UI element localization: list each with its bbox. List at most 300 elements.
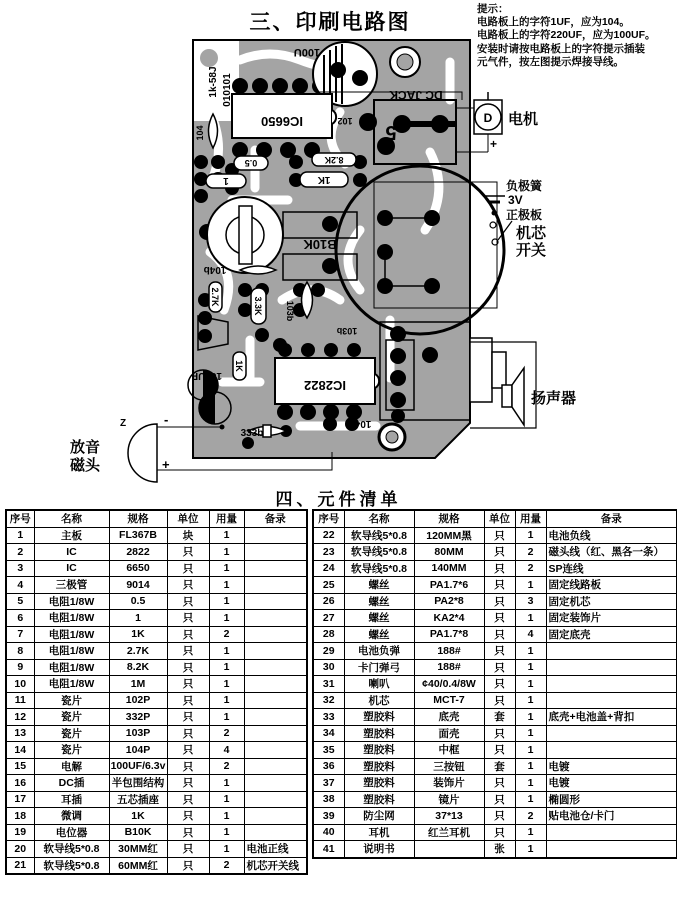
table-cell: 贴电池仓/卡门 — [546, 808, 677, 825]
table-cell: 1 — [515, 527, 546, 544]
table-cell: 10 — [6, 676, 34, 693]
table-cell: 套 — [484, 709, 515, 726]
table-cell: 140MM — [414, 560, 484, 577]
table-cell: 37 — [313, 775, 344, 792]
table-cell: 1 — [209, 610, 244, 627]
head-minus: - — [164, 412, 169, 427]
col-header-0: 序号 — [6, 510, 34, 527]
table-cell: SP连线 — [546, 560, 677, 577]
label-r1k: 1K — [317, 174, 331, 185]
table-cell: 188# — [414, 659, 484, 676]
table-cell: 30MM红 — [109, 841, 167, 858]
col-header-4: 用量 — [515, 510, 546, 527]
table-row — [6, 643, 307, 660]
table-cell: 1 — [515, 725, 546, 742]
table-row — [313, 610, 677, 627]
table-row — [6, 544, 307, 561]
table-cell: 只 — [484, 659, 515, 676]
table-cell: 2 — [515, 560, 546, 577]
table-cell: 只 — [167, 610, 209, 627]
table-cell: 15 — [6, 758, 34, 775]
table-cell: 1 — [515, 742, 546, 759]
table-cell: 只 — [484, 527, 515, 544]
label-r27k: 2.7K — [210, 287, 220, 307]
label-cap100u: 100U — [293, 46, 321, 58]
table-cell: 1 — [209, 709, 244, 726]
table-cell: 只 — [484, 725, 515, 742]
table-cell: 张 — [484, 841, 515, 858]
table-cell: 0.5 — [109, 593, 167, 610]
table-cell: 中框 — [414, 742, 484, 759]
table-cell: 1 — [209, 560, 244, 577]
head-label-2: 磁头 — [70, 457, 101, 474]
table-row — [313, 643, 677, 660]
table-cell: 29 — [313, 643, 344, 660]
table-cell: 喇叭 — [344, 676, 414, 693]
table-cell — [414, 841, 484, 858]
table-row — [313, 692, 677, 709]
table-cell: PA1.7*8 — [414, 626, 484, 643]
table-row — [313, 593, 677, 610]
table-cell: 19 — [6, 824, 34, 841]
table-row — [313, 725, 677, 742]
table-row — [6, 676, 307, 693]
table-cell: 1 — [209, 808, 244, 825]
table-cell: 1 — [515, 577, 546, 594]
table-cell: 3 — [6, 560, 34, 577]
table-cell: 只 — [167, 593, 209, 610]
table-cell: 4 — [209, 742, 244, 759]
table-cell: 塑胶料 — [344, 791, 414, 808]
table-cell: 102P — [109, 692, 167, 709]
table-header-row — [313, 510, 677, 527]
table-cell: 22 — [313, 527, 344, 544]
table-cell: 只 — [167, 758, 209, 775]
table-cell: 瓷片 — [34, 709, 109, 726]
head-plus: + — [162, 457, 170, 472]
table-cell — [244, 577, 307, 594]
label-c103b: 103b — [336, 326, 358, 336]
col-header-2: 规格 — [414, 510, 484, 527]
table-cell: 36 — [313, 758, 344, 775]
table-cell: 电阻1/8W — [34, 593, 109, 610]
table-cell: 6 — [6, 610, 34, 627]
motor-label: 电机 — [508, 111, 539, 128]
table-cell: 瓷片 — [34, 692, 109, 709]
table-cell: 2 — [515, 544, 546, 561]
table-cell: 套 — [484, 758, 515, 775]
table-cell: 1 — [209, 791, 244, 808]
hint-notes — [477, 3, 675, 69]
table-cell: 103P — [109, 725, 167, 742]
table-cell: 只 — [484, 643, 515, 660]
table-cell: 1 — [515, 709, 546, 726]
table-cell: 只 — [484, 808, 515, 825]
table-cell: 只 — [167, 841, 209, 858]
table-row — [6, 725, 307, 742]
table-cell: 块 — [167, 527, 209, 544]
table-cell: 只 — [167, 544, 209, 561]
table-row — [6, 791, 307, 808]
label-t333b: 333b — [240, 428, 264, 439]
table-cell: 28 — [313, 626, 344, 643]
table-cell: 2 — [209, 725, 244, 742]
col-header-3: 单位 — [167, 510, 209, 527]
table-cell — [244, 808, 307, 825]
col-header-1: 名称 — [344, 510, 414, 527]
table-cell: 机芯 — [344, 692, 414, 709]
table-cell: 只 — [167, 808, 209, 825]
table-cell: 332P — [109, 709, 167, 726]
table-row — [6, 610, 307, 627]
table-cell: 螺丝 — [344, 610, 414, 627]
table-cell: 38 — [313, 791, 344, 808]
table-cell: 只 — [484, 742, 515, 759]
table-cell: 耳机 — [344, 824, 414, 841]
table-row — [313, 544, 677, 561]
table-cell — [546, 643, 677, 660]
table-cell: 1 — [209, 544, 244, 561]
table-row — [6, 626, 307, 643]
table-cell: 100UF/6.3v — [109, 758, 167, 775]
table-cell: 只 — [167, 676, 209, 693]
table-cell: 2 — [209, 758, 244, 775]
table-cell — [546, 692, 677, 709]
table-cell: 1 — [209, 775, 244, 792]
table-cell: 只 — [484, 593, 515, 610]
col-header-5: 备录 — [244, 510, 307, 527]
table-cell: 只 — [484, 676, 515, 693]
table-row — [6, 709, 307, 726]
table-cell — [244, 758, 307, 775]
table-cell — [546, 659, 677, 676]
table-cell: 电阻1/8W — [34, 643, 109, 660]
table-cell: 1 — [209, 676, 244, 693]
head-label-1: 放音 — [70, 439, 101, 456]
table-cell: 三极管 — [34, 577, 109, 594]
table-cell: 11 — [6, 692, 34, 709]
table-cell — [244, 544, 307, 561]
table-cell: ¢40/0.4/8W — [414, 676, 484, 693]
table-cell: 电池正线 — [244, 841, 307, 858]
table-cell — [244, 725, 307, 742]
table-cell: 2 — [515, 808, 546, 825]
table-cell: 椭圆形 — [546, 791, 677, 808]
table-cell: PA1.7*6 — [414, 577, 484, 594]
label-r05: 0.5 — [244, 158, 258, 168]
label-c104b-bottom: 104b — [348, 418, 372, 429]
table-row — [313, 626, 677, 643]
table-cell: 只 — [167, 725, 209, 742]
table-cell: DC插 — [34, 775, 109, 792]
table-cell: 12 — [6, 709, 34, 726]
table-cell: 1 — [515, 676, 546, 693]
table-cell — [244, 643, 307, 660]
table-cell: 装饰片 — [414, 775, 484, 792]
table-cell: 只 — [484, 824, 515, 841]
table-cell: 1M — [109, 676, 167, 693]
table-cell: 13 — [6, 725, 34, 742]
label-board-code2: 010101 — [222, 73, 233, 107]
table-row — [313, 742, 677, 759]
table-row — [6, 808, 307, 825]
table-cell — [546, 824, 677, 841]
table-cell: B10K — [109, 824, 167, 841]
table-cell: 耳插 — [34, 791, 109, 808]
label-pot: B10K — [303, 237, 337, 252]
table-cell: 镜片 — [414, 791, 484, 808]
table-cell: 螺丝 — [344, 593, 414, 610]
table-cell: 23 — [313, 544, 344, 561]
col-header-5: 备录 — [546, 510, 677, 527]
table-cell: 1 — [515, 692, 546, 709]
table-cell: 电镀 — [546, 758, 677, 775]
table-row — [313, 676, 677, 693]
table-row — [313, 560, 677, 577]
label-c103b-v: 103b — [285, 300, 295, 322]
hole-pad-center — [397, 54, 413, 70]
table-cell: 塑胶料 — [344, 709, 414, 726]
table-cell: 只 — [484, 544, 515, 561]
section4-title: 四、元件清单 — [275, 490, 402, 509]
table-cell — [546, 725, 677, 742]
table-cell: 只 — [167, 626, 209, 643]
table-cell: 主板 — [34, 527, 109, 544]
col-header-2: 规格 — [109, 510, 167, 527]
table-cell: 软导线5*0.8 — [34, 841, 109, 858]
table-cell: 半包围结构 — [109, 775, 167, 792]
volt-label: 3V — [508, 193, 523, 207]
table-row — [313, 659, 677, 676]
table-cell: 104P — [109, 742, 167, 759]
table-cell: 电解 — [34, 758, 109, 775]
table-cell — [244, 709, 307, 726]
table-cell: 1 — [209, 692, 244, 709]
table-cell: 39 — [313, 808, 344, 825]
table-cell: 微调 — [34, 808, 109, 825]
table-cell: 2 — [209, 626, 244, 643]
table-cell: 120MM黑 — [414, 527, 484, 544]
table-cell: MCT-7 — [414, 692, 484, 709]
table-row — [6, 841, 307, 858]
table-header-row — [6, 510, 307, 527]
table-cell: 18 — [6, 808, 34, 825]
table-row — [6, 593, 307, 610]
table-cell — [546, 676, 677, 693]
table-cell: 瓷片 — [34, 742, 109, 759]
head-z: Z — [120, 418, 127, 429]
table-cell: 软导线5*0.8 — [344, 527, 414, 544]
table-cell: 红兰耳机 — [414, 824, 484, 841]
table-cell: 1 — [515, 824, 546, 841]
table-cell: 只 — [484, 610, 515, 627]
table-cell — [546, 742, 677, 759]
table-row — [6, 577, 307, 594]
table-cell: 30 — [313, 659, 344, 676]
table-cell: 1 — [515, 643, 546, 660]
table-cell: 底壳+电池盖+背扣 — [546, 709, 677, 726]
table-cell: 35 — [313, 742, 344, 759]
table-cell: 电阻1/8W — [34, 626, 109, 643]
table-row — [313, 709, 677, 726]
table-row — [313, 775, 677, 792]
table-cell: 188# — [414, 643, 484, 660]
table-cell: 60MM红 — [109, 857, 167, 874]
table-cell: 31 — [313, 676, 344, 693]
table-cell: 14 — [6, 742, 34, 759]
col-header-0: 序号 — [313, 510, 344, 527]
table-cell: 只 — [484, 560, 515, 577]
table-cell — [244, 775, 307, 792]
hint-line-3: 电路板上的字符220UF，应为100UF。 — [477, 29, 656, 42]
col-header-4: 用量 — [209, 510, 244, 527]
table-cell: 只 — [167, 824, 209, 841]
table-cell: 2 — [209, 857, 244, 874]
table-cell: 1 — [515, 775, 546, 792]
table-cell — [244, 527, 307, 544]
table-cell: 1 — [6, 527, 34, 544]
table-cell: 9014 — [109, 577, 167, 594]
speaker-label: 扬声器 — [531, 390, 577, 407]
label-r1: 1 — [223, 175, 229, 186]
table-cell: 卡门弹弓 — [344, 659, 414, 676]
table-cell: 磁头线（红、黑各一条） — [546, 544, 677, 561]
table-cell: 只 — [167, 775, 209, 792]
table-cell: 1 — [209, 659, 244, 676]
table-row — [313, 808, 677, 825]
table-cell: 固定线路板 — [546, 577, 677, 594]
table-cell: 螺丝 — [344, 577, 414, 594]
table-cell: 面壳 — [414, 725, 484, 742]
table-cell: 固定装饰片 — [546, 610, 677, 627]
table-cell: 20 — [6, 841, 34, 858]
hint-line-5: 元气件，按左图提示焊接导线。 — [477, 55, 624, 68]
table-cell: 只 — [167, 709, 209, 726]
table-row — [6, 742, 307, 759]
table-cell: KA2*4 — [414, 610, 484, 627]
table-cell — [244, 824, 307, 841]
label-r1k-v: 1K — [234, 360, 244, 372]
table-cell: 1K — [109, 626, 167, 643]
label-board-code: 1k-58J — [208, 66, 219, 98]
table-cell: 塑胶料 — [344, 775, 414, 792]
table-cell: 只 — [484, 791, 515, 808]
table-row — [6, 659, 307, 676]
table-cell: FL367B — [109, 527, 167, 544]
table-cell: 2822 — [109, 544, 167, 561]
table-cell: 只 — [167, 742, 209, 759]
table-cell: 软导线5*0.8 — [344, 560, 414, 577]
table-cell — [546, 841, 677, 858]
table-cell: 电池负线 — [546, 527, 677, 544]
table-cell: 只 — [167, 791, 209, 808]
label-r33k: 3.3K — [253, 296, 263, 316]
table-cell: 1K — [109, 808, 167, 825]
table-cell: 只 — [167, 692, 209, 709]
table-cell: 16 — [6, 775, 34, 792]
table-cell: 1 — [515, 841, 546, 858]
table-cell: 只 — [167, 643, 209, 660]
table-cell: 3 — [515, 593, 546, 610]
table-cell: 固定底壳 — [546, 626, 677, 643]
table-cell: 7 — [6, 626, 34, 643]
table-cell: 8 — [6, 643, 34, 660]
table-cell: 只 — [167, 577, 209, 594]
table-cell: 三按钮 — [414, 758, 484, 775]
table-cell — [244, 626, 307, 643]
hint-line-1: 提示： — [477, 3, 509, 15]
table-row — [6, 758, 307, 775]
table-cell: 1 — [515, 610, 546, 627]
table-cell: 2.7K — [109, 643, 167, 660]
table-cell: 33 — [313, 709, 344, 726]
table-cell: 只 — [167, 857, 209, 874]
table-cell: 4 — [6, 577, 34, 594]
table-row — [313, 791, 677, 808]
table-cell: 1 — [209, 841, 244, 858]
table-cell — [244, 593, 307, 610]
table-cell: 40 — [313, 824, 344, 841]
table-cell: 只 — [484, 775, 515, 792]
table-cell: 塑胶料 — [344, 742, 414, 759]
table-cell: 说明书 — [344, 841, 414, 858]
table-cell: 1 — [209, 593, 244, 610]
label-c102: 102 — [337, 116, 353, 126]
table-cell: 1 — [515, 758, 546, 775]
section3-title: 三、印刷电路图 — [249, 11, 411, 34]
neg-spring-label: 负极簧 — [506, 179, 543, 193]
label-c104b-left: 104b — [203, 264, 227, 275]
table-cell: 电阻1/8W — [34, 676, 109, 693]
motor-d: D — [483, 111, 493, 125]
table-cell — [244, 692, 307, 709]
hint-line-4: 安装时请按电路板上的字符提示插装 — [477, 42, 645, 55]
table-cell: 41 — [313, 841, 344, 858]
table-cell: 32 — [313, 692, 344, 709]
table-cell: 1 — [209, 643, 244, 660]
table-cell: 电阻1/8W — [34, 659, 109, 676]
table-cell: 电镀 — [546, 775, 677, 792]
table-row — [313, 824, 677, 841]
table-cell: 瓷片 — [34, 725, 109, 742]
table-cell: 80MM — [414, 544, 484, 561]
col-header-3: 单位 — [484, 510, 515, 527]
table-cell: 防尘网 — [344, 808, 414, 825]
table-cell: 25 — [313, 577, 344, 594]
switch-label-1: 机芯 — [516, 225, 547, 242]
hint-line-2: 电路板上的字符1UF，应为104。 — [477, 16, 630, 29]
pos-plate-label: 正极板 — [506, 208, 543, 222]
table-cell: PA2*8 — [414, 593, 484, 610]
table-cell: IC — [34, 560, 109, 577]
mount-hole — [200, 49, 218, 67]
table-cell: 26 — [313, 593, 344, 610]
label-c104: 104 — [195, 125, 205, 141]
table-row — [6, 527, 307, 544]
table-cell: 1 — [209, 527, 244, 544]
table-row — [313, 841, 677, 858]
table-cell: 27 — [313, 610, 344, 627]
table-cell: 电阻1/8W — [34, 610, 109, 627]
table-cell: 塑胶料 — [344, 725, 414, 742]
label-ic-bot: IC2822 — [304, 378, 346, 393]
table-cell: 37*13 — [414, 808, 484, 825]
table-cell: 机芯开关线 — [244, 857, 307, 874]
label-five: 5 — [385, 121, 397, 143]
table-cell: 6650 — [109, 560, 167, 577]
table-cell: 1 — [209, 824, 244, 841]
label-ic-top: IC6650 — [261, 114, 303, 129]
